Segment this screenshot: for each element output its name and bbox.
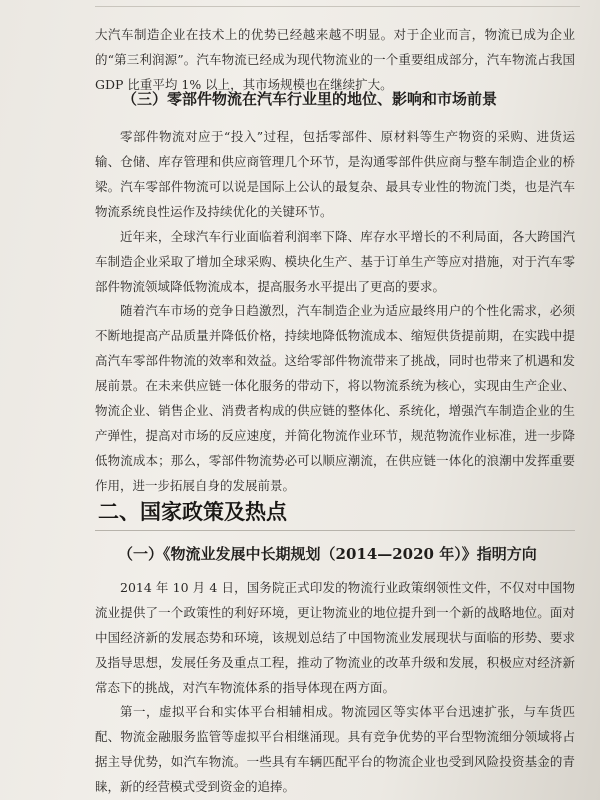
- section-heading: （三）零部件物流在汽车行业里的地位、影响和市场前景: [122, 90, 498, 108]
- intro-paragraph: 大汽车制造企业在技术上的优势已经越来越不明显。对于企业而言，物流已成为企业的“第三利润源”。汽车物流已经成为现代物流业的一个重要组成部分，汽车物流占我国 GDP 比重平均 1% 以上，其市场规模也在继续扩大。: [95, 27, 575, 92]
- chapter-divider: [95, 530, 575, 531]
- section-paragraph-3: 随着汽车市场的竞争日趋激烈，汽车制造企业为适应最终用户的个性化需求，必须不断地提高产品质量并降低价格，持续地降低物流成本、缩短供货提前期，在实践中提高汽车零部件物流的效率和效益。这给零部件物流带来了挑战，同时也带来了机遇和发展前景。在未来供应链一体化服务的带动下，将以物流系统为核心，实现由生产企业、物流企业、销售企业、消费者构成的供应链的整体化、系统化，增强汽车制造企业的生产弹性，提高对市场的反应速度，并简化物流作业环节，规范物流作业标准，进一步降低物流成本；那么，零部件物流势必可以顺应潮流，在供应链一体化的浪潮中发挥重要作用，进一步拓展自身的发展前景。: [95, 303, 575, 493]
- chapter-heading: 二、国家政策及热点: [98, 500, 287, 524]
- chapter-paragraph-1: 2014 年 10 月 4 日，国务院正式印发的物流行业政策纲领性文件，不仅对中国物流业提供了一个政策性的利好环境，更让物流业的地位提升到一个新的战略地位。面对中国经济新的发展态势和环境，该规划总结了中国物流业发展现状与面临的形势、要求及指导思想，发展任务及重点工程，推动了物流业的改革升级和发展，积极应对经济新常态下的挑战，对汽车物流体系的指导体现在两方面。: [95, 580, 575, 695]
- section-paragraph-1: 零部件物流对应于“投入”过程，包括零部件、原材料等生产物资的采购、进货运输、仓储、库存管理和供应商管理几个环节，是沟通零部件供应商与整车制造企业的桥梁。汽车零部件物流可以说是国际上公认的最复杂、最具专业性的物流门类，也是汽车物流系统良性运作及持续优化的关键环节。: [95, 129, 575, 219]
- chapter-paragraph-2: 第一，虚拟平台和实体平台相辅相成。物流园区等实体平台迅速扩张，与车货匹配、物流金融服务监管等虚拟平台相继涌现。具有竞争优势的平台型物流细分领域将占据主导优势，如汽车物流。一些具有车辆匹配平台的物流企业也受到风险投资基金的青睐，新的经营模式受到资金的追捧。: [95, 704, 575, 794]
- subsection-heading: （一）《物流业发展中长期规划（2014—2020 年）》指明方向: [118, 545, 537, 563]
- page-top-edge: [95, 0, 580, 7]
- section-paragraph-2: 近年来，全球汽车行业面临着利润率下降、库存水平增长的不利局面，各大跨国汽车制造企业采取了增加全球采购、模块化生产、基于订单生产等应对措施，对于汽车零部件物流领域降低物流成本，提高服务水平提出了更高的要求。: [95, 229, 575, 294]
